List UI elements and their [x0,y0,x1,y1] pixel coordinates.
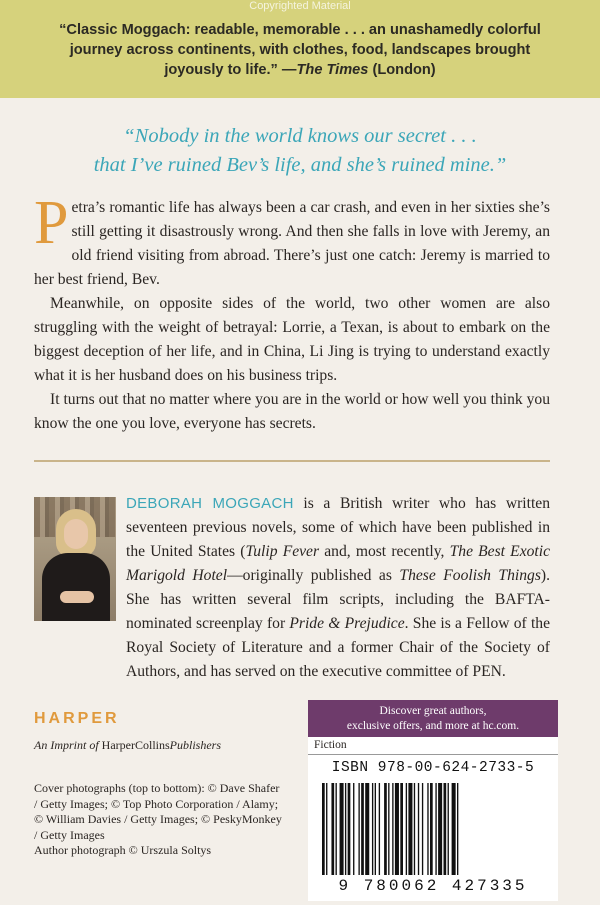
book-title: Pride & Prejudice [289,615,405,632]
blurb-source: The Times [296,62,369,78]
imprint-line: An Imprint of HarperCollinsPublishers [34,738,222,752]
pull-quote [40,122,560,180]
book-title: The Best Exotic Marigold Hotel [126,543,551,584]
pull-quote-line-1: “Nobody in the world knows our secret . . . [123,125,477,147]
praise-blurb [40,20,560,80]
barcode-box [308,737,558,901]
description-paragraph-1: Petra’s romantic life has always been a car crash, and even in her sixties she’s still getting it disastrously wrong. And then she falls in love with Jeremy, an old friend visiting from abroad. There’s just one catch: Jeremy is married to her best friend, Bev. [34,189,550,288]
author-bio: DEBORAH MOGGACH is a British writer who has written seventeen previous novels, some of which have been published in the United States (Tulip Fever and, most recently, The Best Exotic Marigold Hotel—originally published as These Foolish Things). She has written several film scripts, including the BAFTA-nominated screenplay for Pride & Prejudice. She is a Fellow of the Royal Society of Literature and a former Chair of the Society of Authors, and has served on the executive committee of PEN. [126,495,551,680]
harper-logo: HARPER [34,710,120,727]
author-photo-credit: Author photograph © Urszula Soltys [34,843,212,857]
description-paragraph-3: It turns out that no matter where you are in the world or how well you think you know the one you love, everyone has secrets. [34,391,550,432]
pull-quote-line-2: that I’ve ruined Bev’s life, and she’s ruined mine.” [93,154,507,176]
promo-box: Discover great authors, exclusive offers, and more at hc.com. [308,700,558,737]
book-description [34,189,550,436]
photo-credits [34,781,284,859]
drop-cap: P [34,189,69,257]
author-photo [34,497,116,621]
barcode-bars [322,783,544,875]
section-divider [34,460,550,462]
cover-credits: Cover photographs (top to bottom): © Dave Shafer / Getty Images; © Top Photo Corporation / Alamy; © William Davies / Getty Images; © PeskyMonkey / Getty Images [34,781,282,842]
author-name: DEBORAH MOGGACH [126,495,294,512]
blurb-location: (London) [368,62,436,78]
book-title: These Foolish Things [399,567,541,584]
barcode-number: 9 780062 427335 [338,877,528,895]
blurb-text: “Classic Moggach: readable, memorable . . . an unashamedly colorful journey across continents, with clothes, food, landscapes brought joyously to life.” — [59,22,541,78]
category-label: Fiction [308,737,558,755]
description-paragraph-2: Meanwhile, on opposite sides of the world, two other women are also struggling with the weight of betrayal: Lorrie, a Texan, is about to embark on the biggest deception of her life, and in China, Li Jing is trying to understand exactly what it is her husband does on his business trips. [34,295,550,384]
copyright-watermark: Copyrighted Material [249,0,351,12]
book-title: Tulip Fever [245,543,320,560]
isbn-text: ISBN 978-00-624-2733-5 [331,760,535,776]
